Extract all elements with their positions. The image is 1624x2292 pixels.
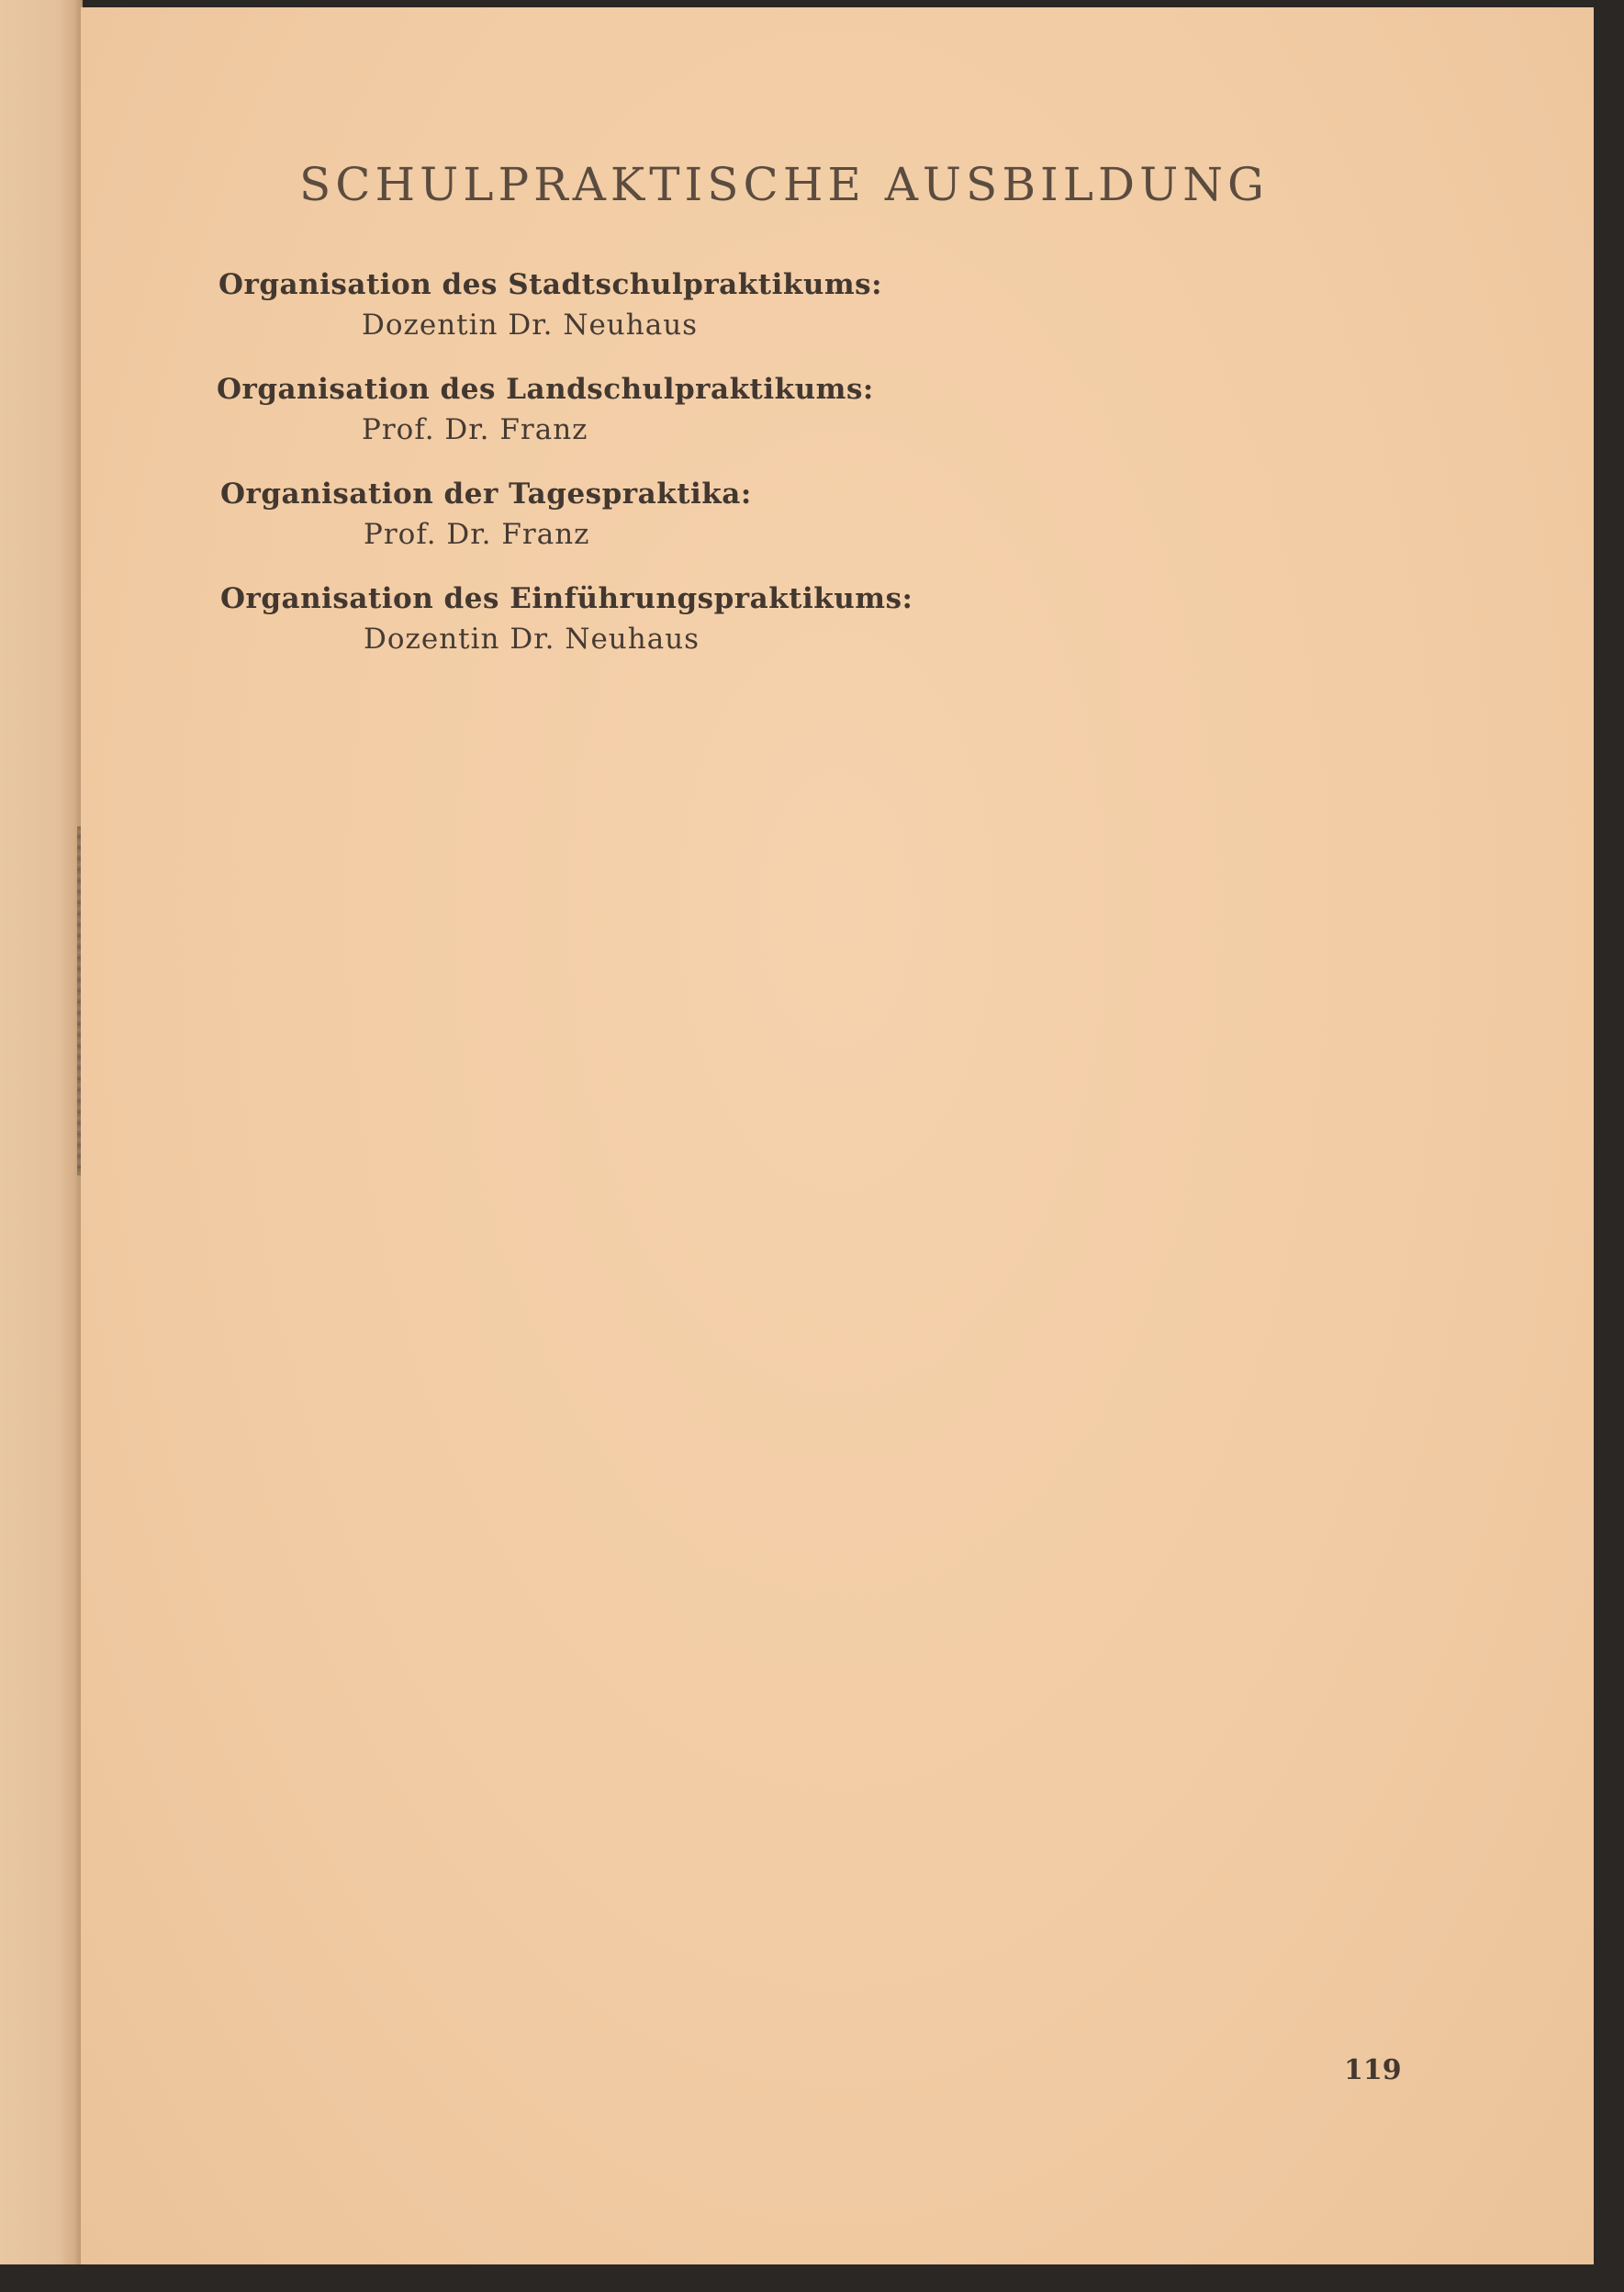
page-number: 119 [1344,2054,1402,2086]
entry-person-landschulpraktikum: Prof. Dr. Franz [362,413,588,446]
facing-page-edge [0,0,83,2292]
entry-heading-stadtschulpraktikum: Organisation des Stadtschulpraktikums: [218,268,883,301]
page-title: SCHULPRAKTISCHE AUSBILDUNG [299,158,1269,211]
entry-person-tagespraktika: Prof. Dr. Franz [364,518,590,551]
entry-heading-einfuehrungspraktikum: Organisation des Einführungspraktikums: [220,582,913,615]
entry-person-stadtschulpraktikum: Dozentin Dr. Neuhaus [362,309,699,342]
entry-person-einfuehrungspraktikum: Dozentin Dr. Neuhaus [364,623,700,656]
entry-heading-tagespraktika: Organisation der Tagespraktika: [220,478,752,511]
entry-heading-landschulpraktikum: Organisation des Landschulpraktikums: [217,373,874,406]
scan-border-bottom [0,2264,1624,2292]
scan-border-right [1594,0,1624,2292]
document-page [81,7,1594,2264]
